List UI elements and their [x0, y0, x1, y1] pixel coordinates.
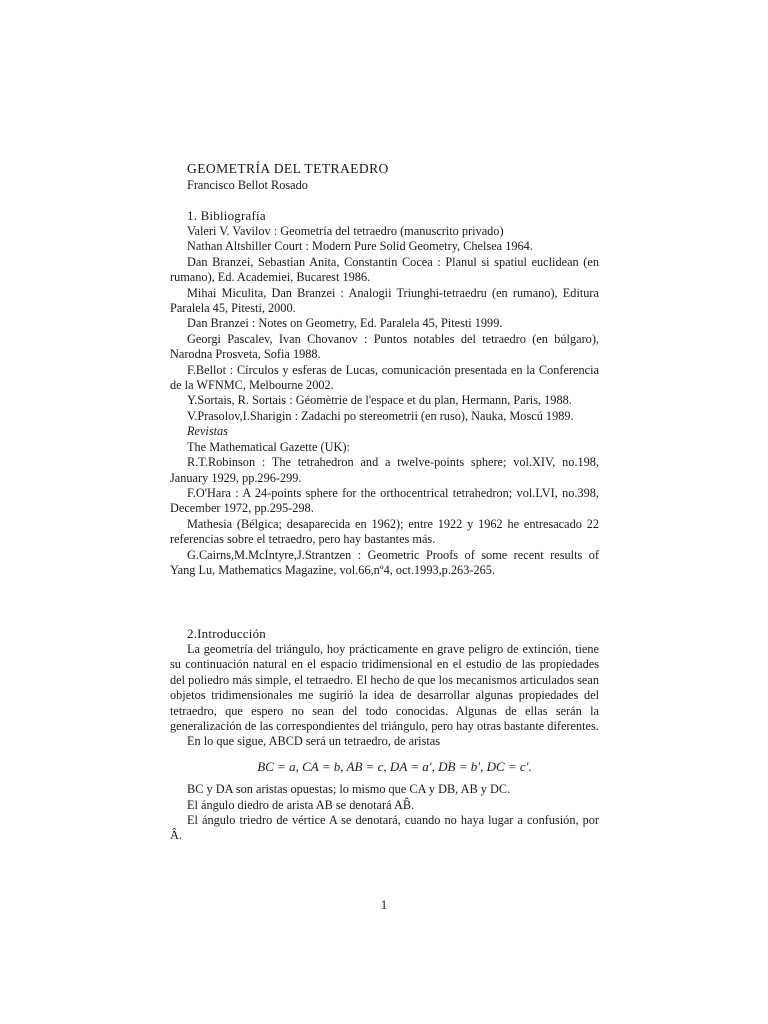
intro-paragraph: El ángulo triedro de vértice A se denotará, cuando no haya lugar a confusión, por Â. [170, 813, 599, 843]
journal-entry: The Mathematical Gazette (UK): [187, 439, 350, 454]
intro-paragraph: En lo que sigue, ABCD será un tetraedro, de aristas [187, 734, 441, 749]
bibliography-entry: V.Prasolov,I.Sharigin : Zadachi po stereometrii (en ruso), Nauka, Moscú 1989. [187, 408, 574, 423]
bibliography-entry: Valeri V. Vavilov : Geometría del tetraedro (manuscrito privado) [187, 224, 504, 238]
bibliography-entry: Dan Branzei : Notes on Geometry, Ed. Paralela 45, Pitesti 1999. [187, 316, 503, 331]
introduccion-body [170, 642, 599, 844]
document-title: GEOMETRÍA DEL TETRAEDRO [187, 161, 389, 176]
intro-paragraph: El ángulo diedro de arista AB se denotará AB̂. [187, 797, 415, 812]
document-author: Francisco Bellot Rosado [187, 178, 308, 192]
section-heading-introduccion: 2.Introducción [187, 626, 266, 641]
journal-entry: G.Cairns,M.McIntyre,J.Strantzen : Geometric Proofs of some recent results of Yang Lu, Mathematics Magazine, vol.66,nº4, oct.1993,p.263-265. [170, 547, 599, 577]
journal-entry: F.O'Hara : A 24-points sphere for the orthocentrical tetrahedron; vol.LVI, no.398, December 1972, pp.295-298. [170, 485, 599, 516]
bibliography-list [170, 224, 599, 578]
page-number: 1 [380, 897, 388, 912]
intro-paragraph: La geometría del triángulo, hoy prácticamente en grave peligro de extinción, tiene su continuación natural en el espacio tridimensional en el estudio de las propiedades del poliedro más simple, el tetraedro. El hecho de que los mecanismos articulados sean objetos tridimensionales me sugirió la idea de desarrollar algunas propiedades del tetraedro, que espero no sean del todo conocidas. Algunas de ellas serán la generalización de las correspondientes del triángulo, pero hay otras bastante diferentes. [170, 642, 599, 734]
bibliography-entry: Georgi Pascalev, Ivan Chovanov : Puntos notables del tetraedro (en búlgaro), Narodna Prosveta, Sofia 1988. [170, 331, 599, 362]
bibliography-entry: Mihai Miculita, Dan Branzei : Analogii Triunghi-tetraedru (en rumano), Editura Paralela 45, Pitesti, 2000. [170, 285, 599, 316]
journal-entry: Mathesia (Bélgica; desaparecida en 1962); entre 1922 y 1962 he entresacado 22 referencias sobre el tetraedro, pero hay bastantes más. [170, 516, 599, 547]
bibliography-entry: Dan Branzei, Sebastian Anita, Constantin Cocea : Planul si spatiul euclidean (en rumano), Ed. Academiei, Bucarest 1986. [170, 254, 599, 285]
bibliography-entry: Nathan Altshiller Court : Modern Pure Solid Geometry, Chelsea 1964. [187, 239, 533, 254]
edges-formula: BC = a, CA = b, AB = c, DA = a′, DB = b′, DC = c′. [257, 758, 532, 774]
section-heading-bibliografia: 1. Bibliografía [187, 208, 266, 223]
journal-entry: R.T.Robinson : The tetrahedron and a twelve-points sphere; vol.XIV, no.198, January 1929, pp.296-299. [170, 455, 599, 485]
bibliography-entry: F.Bellot : Círculos y esferas de Lucas, comunicación presentada en la Conferencia de la WFNMC, Melbourne 2002. [170, 362, 599, 393]
bibliography-entry: Y.Sortais, R. Sortais : Géomètrie de l'espace et du plan, Hermann, Paris, 1988. [187, 393, 572, 408]
intro-paragraph: BC y DA son aristas opuestas; lo mismo que CA y DB, AB y DC. [187, 782, 511, 797]
revistas-label: Revistas [187, 424, 228, 439]
